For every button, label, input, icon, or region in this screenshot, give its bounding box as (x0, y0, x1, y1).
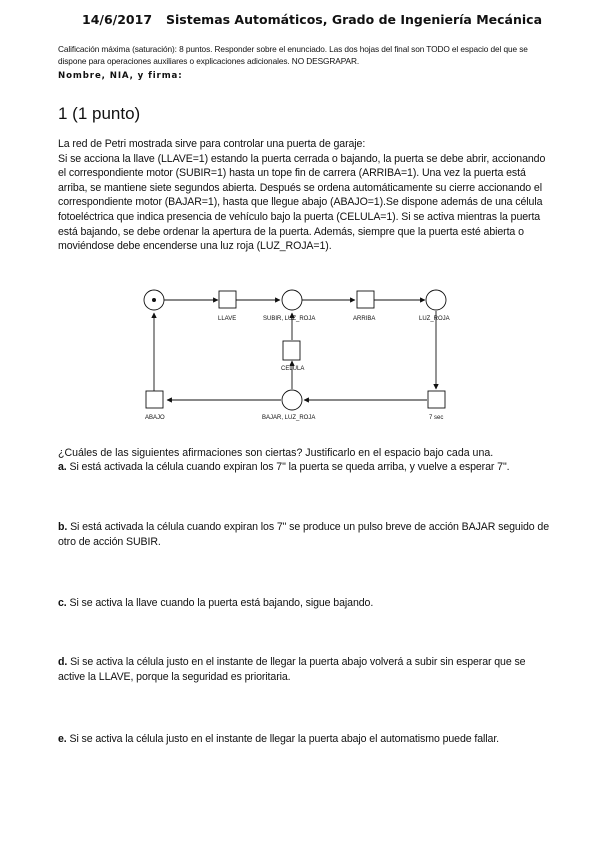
question-prompt: ¿Cuáles de las siguientes afirmaciones son ciertas? Justificarlo en el espacio bajo cada una. (58, 447, 494, 459)
statement-text: Si se activa la llave cuando la puerta está bajando, sigue bajando. (69, 597, 374, 609)
label-abajo: ABAJO (145, 415, 165, 421)
statement-letter: c. (58, 597, 67, 609)
statement-d (58, 655, 550, 685)
statement-text: Si está activada la célula cuando expiran los 7" la puerta se queda arriba, y vuelve a esperar 7". (69, 461, 510, 473)
transition-llave (219, 291, 236, 308)
place-subir (282, 290, 302, 310)
transition-abajo (146, 391, 163, 408)
petri-net-diagram (140, 288, 470, 423)
intro-line: La red de Petri mostrada sirve para controlar una puerta de garaje: (58, 138, 366, 150)
label-arriba: ARRIBA (353, 316, 376, 322)
statement-e (58, 732, 550, 747)
transition-7sec (428, 391, 445, 408)
label-7sec: 7 sec (429, 415, 444, 421)
statement-text: Si está activada la célula cuando expiran los 7" se produce un pulso breve de acción BAJAR seguido de otro de acción SUBIR. (58, 521, 549, 548)
statement-c (58, 596, 550, 611)
intro-paragraph: Si se acciona la llave (LLAVE=1) estando la puerta cerrada o bajando, la puerta se debe abrir, accionando el correspondiente motor (SUBIR=1) hasta un tope fin de carrera (ARRIBA=1). Una vez la puerta está arriba, se mantiene siete segundos abierta. Después se ordena automáticamente su cierre accionando el correspondiente motor (BAJAR=1), hasta que llegue abajo (ABAJO=1).Se dispone además de una célula fotoeléctrica que indica presencia de vehículo bajo la puerta (CELULA=1). Si se activa mientras la puerta está bajando, se debe ordenar la apertura de la puerta. Además, siempre que la puerta esté abierta o moviéndose debe encenderse una luz roja (LUZ_ROJA=1). (58, 152, 546, 253)
place-luz-roja (426, 290, 446, 310)
transition-celula (283, 341, 300, 360)
label-subir: SUBIR, LUZ_ROJA (263, 316, 316, 322)
statement-text: Si se activa la célula justo en el instante de llegar la puerta abajo volverá a subir sin esperar que se active la LLAVE, porque la seguridad es prioritaria. (58, 656, 526, 683)
exam-date: 14/6/2017 (82, 12, 153, 27)
statement-letter: a. (58, 461, 67, 473)
transition-arriba (357, 291, 374, 308)
course-title: Sistemas Automáticos, Grado de Ingeniería Mecánica (166, 12, 543, 27)
statement-letter: d. (58, 656, 68, 668)
exam-instructions: Calificación máxima (saturación): 8 puntos. Responder sobre el enunciado. Las dos hojas del final son TODO el espacio del que se dispone para operaciones auxiliares o explicaciones adicionales. NO DESGRAPAR. (58, 44, 528, 66)
label-bajar: BAJAR, LUZ_ROJA (262, 415, 316, 421)
name-field-label: Nombre, NIA, y firma: (58, 71, 183, 81)
label-llave: LLAVE (218, 316, 237, 322)
statement-a (58, 460, 550, 475)
label-luz-roja: LUZ_ROJA (419, 316, 450, 322)
statement-letter: b. (58, 521, 68, 533)
question-intro (58, 137, 548, 254)
question-title: 1 (1 punto) (58, 104, 141, 123)
label-celula: CELULA (281, 366, 305, 372)
token (152, 298, 156, 302)
statement-b (58, 520, 550, 550)
statement-letter: e. (58, 733, 67, 745)
statement-text: Si se activa la célula justo en el instante de llegar la puerta abajo el automatismo puede fallar. (69, 733, 500, 745)
place-bajar (282, 390, 302, 410)
